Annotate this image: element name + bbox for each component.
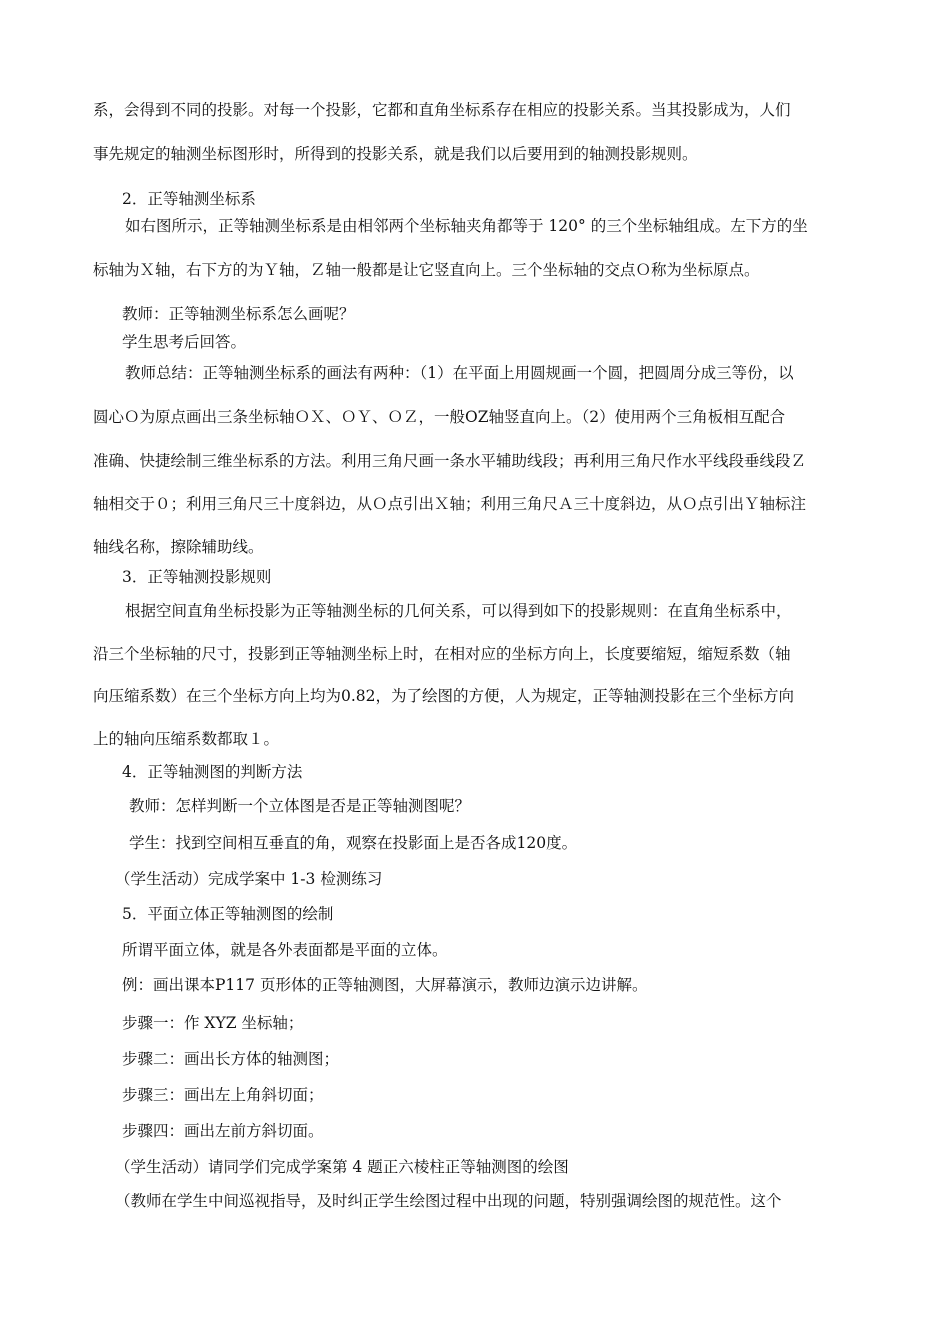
text-line-6: 教师：正等轴测坐标系怎么画呢？ — [122, 305, 355, 323]
text-line-7: 学生思考后回答。 — [122, 333, 247, 351]
text-line-23: 所谓平面立体，就是各外表面都是平面的立体。 — [122, 941, 448, 959]
text-line-2: 事先规定的轴测坐标图形时，所得到的投影关系，就是我们以后要用到的轴测投影规则。 — [93, 145, 698, 163]
student-activity-1: （学生活动）完成学案中 1-3 检测练习 — [115, 870, 383, 888]
step-4: 步骤四：画出左前方斜切面。 — [122, 1122, 324, 1140]
text-line-16: 向压缩系数）在三个坐标方向上均为0.82，为了绘图的方便，人为规定，正等轴测投影在三个坐标方向 — [93, 687, 795, 705]
text-line-20: 学生：找到空间相互垂直的角，观察在投影面上是否各成120度。 — [129, 834, 578, 852]
student-activity-2: （学生活动）请同学们完成学案第 4 题正六棱柱正等轴测图的绘图 — [115, 1158, 569, 1176]
text-line-8: 教师总结：正等轴测坐标系的画法有两种：（1）在平面上用圆规画一个圆，把圆周分成三等份，以 — [125, 364, 794, 382]
text-line-14: 根据空间直角坐标投影为正等轴测坐标的几何关系，可以得到如下的投影规则：在直角坐标系中， — [125, 602, 792, 620]
text-line-17: 上的轴向压缩系数都取１。 — [93, 730, 280, 748]
text-line-4: 如右图所示，正等轴测坐标系是由相邻两个坐标轴夹角都等于 120° 的三个坐标轴组成。左下方的坐 — [125, 217, 808, 235]
section-heading-5: 5．平面立体正等轴测图的绘制 — [122, 905, 334, 923]
step-2: 步骤二：画出长方体的轴测图； — [122, 1050, 340, 1068]
section-heading-2: 2．正等轴测坐标系 — [122, 190, 256, 208]
text-line-1: 系，会得到不同的投影。对每一个投影，它都和直角坐标系存在相应的投影关系。当其投影成为，人们 — [93, 101, 791, 119]
section-heading-3: 3．正等轴测投影规则 — [122, 568, 272, 586]
step-1: 步骤一：作 XYZ 坐标轴； — [122, 1014, 304, 1032]
text-line-12: 轴线名称，擦除辅助线。 — [93, 538, 264, 556]
text-line-15: 沿三个坐标轴的尺寸，投影到正等轴测坐标上时，在相对应的坐标方向上，长度要缩短，缩短系数（轴 — [93, 645, 791, 663]
text-line-30: （教师在学生中间巡视指导，及时纠正学生绘图过程中出现的问题，特别强调绘图的规范性。这个 — [115, 1192, 782, 1210]
section-heading-4: 4．正等轴测图的判断方法 — [122, 763, 303, 781]
text-line-5: 标轴为Ｘ轴，右下方的为Ｙ轴，Ｚ轴一般都是让它竖直向上。三个坐标轴的交点Ｏ称为坐标原点。 — [93, 261, 760, 279]
text-line-10: 准确、快捷绘制三维坐标系的方法。利用三角尺画一条水平辅助线段；再利用三角尺作水平线段垂线段Ｚ — [93, 452, 807, 470]
text-line-19: 教师：怎样判断一个立体图是否是正等轴测图呢？ — [129, 797, 471, 815]
text-line-24: 例：画出课本P117 页形体的正等轴测图，大屏幕演示，教师边演示边讲解。 — [122, 976, 648, 994]
text-line-11: 轴相交于０；利用三角尺三十度斜边，从Ｏ点引出Ｘ轴；利用三角尺Ａ三十度斜边，从Ｏ点引出Ｙ轴标注 — [93, 495, 807, 513]
text-line-9: 圆心Ｏ为原点画出三条坐标轴ＯＸ、ＯＹ、ＯＺ，一般OZ轴竖直向上。（2）使用两个三角板相互配合 — [93, 408, 786, 426]
step-3: 步骤三：画出左上角斜切面； — [122, 1086, 324, 1104]
